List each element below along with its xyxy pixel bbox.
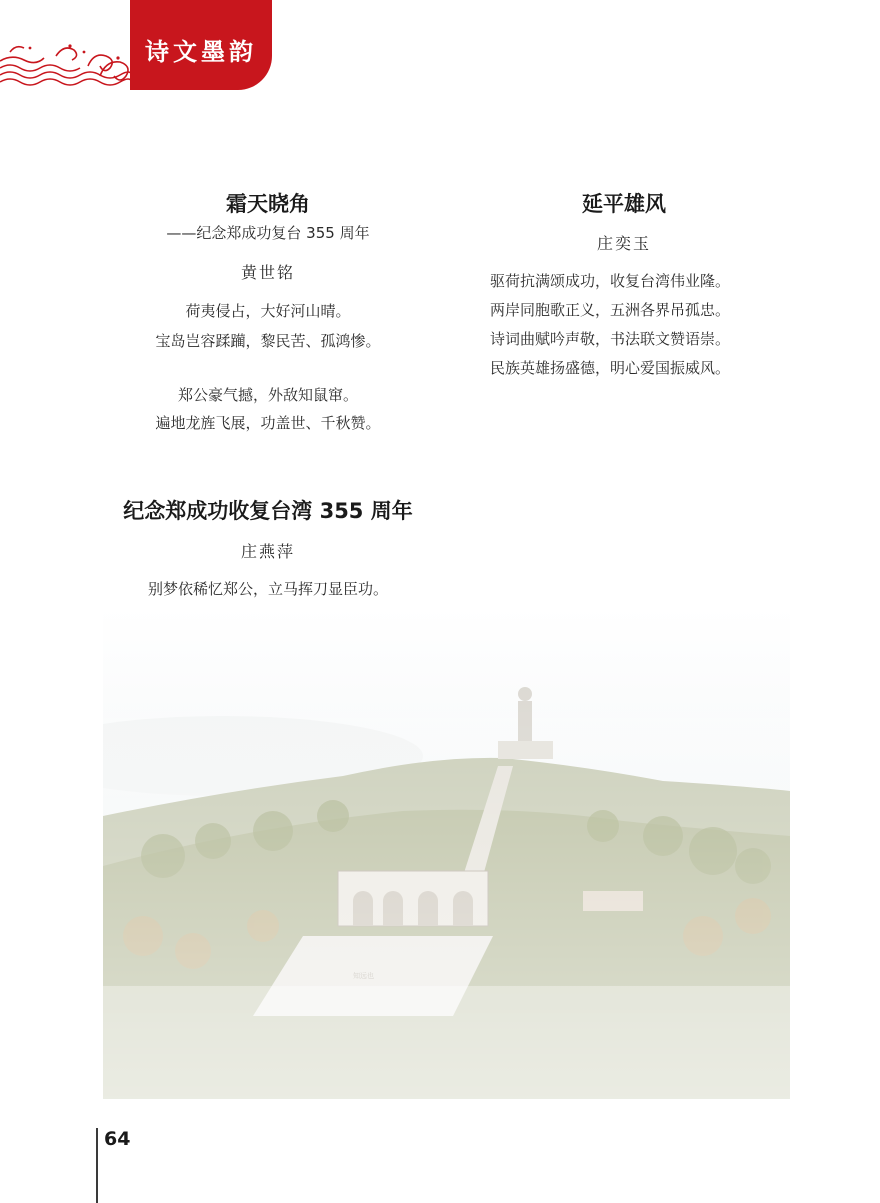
poem-author: 庄奕玉 — [596, 234, 652, 253]
poem-line: 遍地龙旌飞展，功盖世、千秋赞。 — [155, 414, 381, 432]
page-rule — [96, 1128, 98, 1203]
poem-title: 延平雄风 — [582, 192, 666, 216]
poem-title: 纪念郑成功收复台湾 355 周年 — [123, 499, 413, 523]
poem-subtitle: ——纪念郑成功复台 355 周年 — [166, 224, 370, 242]
poem-line: 郑公豪气撼，外敌知鼠窜。 — [177, 386, 359, 404]
poem-line: 荷夷侵占，大好河山晴。 — [185, 302, 351, 320]
poem-line: 两岸同胞歌正义，五洲各界吊孤忠。 — [490, 301, 731, 319]
wave-decoration-icon — [0, 38, 132, 90]
page-number: 64 — [104, 1128, 131, 1150]
poem-line: 宝岛岂容蹂躏，黎民苦、孤鸿惨。 — [155, 332, 381, 350]
poem-author: 黄世铭 — [240, 263, 296, 282]
poem-line: 民族英雄扬盛德，明心爱国振威风。 — [490, 359, 731, 377]
section-header — [0, 0, 272, 90]
section-title: 诗文墨韵 — [145, 36, 257, 66]
memorial-photo — [103, 606, 790, 1099]
poem-title: 霜天晓角 — [226, 192, 310, 216]
poem-line: 驱荷抗满颂成功，收复台湾伟业隆。 — [490, 272, 731, 290]
poem-author: 庄燕萍 — [240, 542, 296, 561]
landscape-image — [103, 606, 790, 1099]
section-tab — [130, 0, 272, 90]
poem-line: 别梦依稀忆郑公，立马挥刀显臣功。 — [147, 580, 389, 598]
poem-line: 诗词曲赋吟声敬，书法联文赞语崇。 — [490, 330, 731, 348]
